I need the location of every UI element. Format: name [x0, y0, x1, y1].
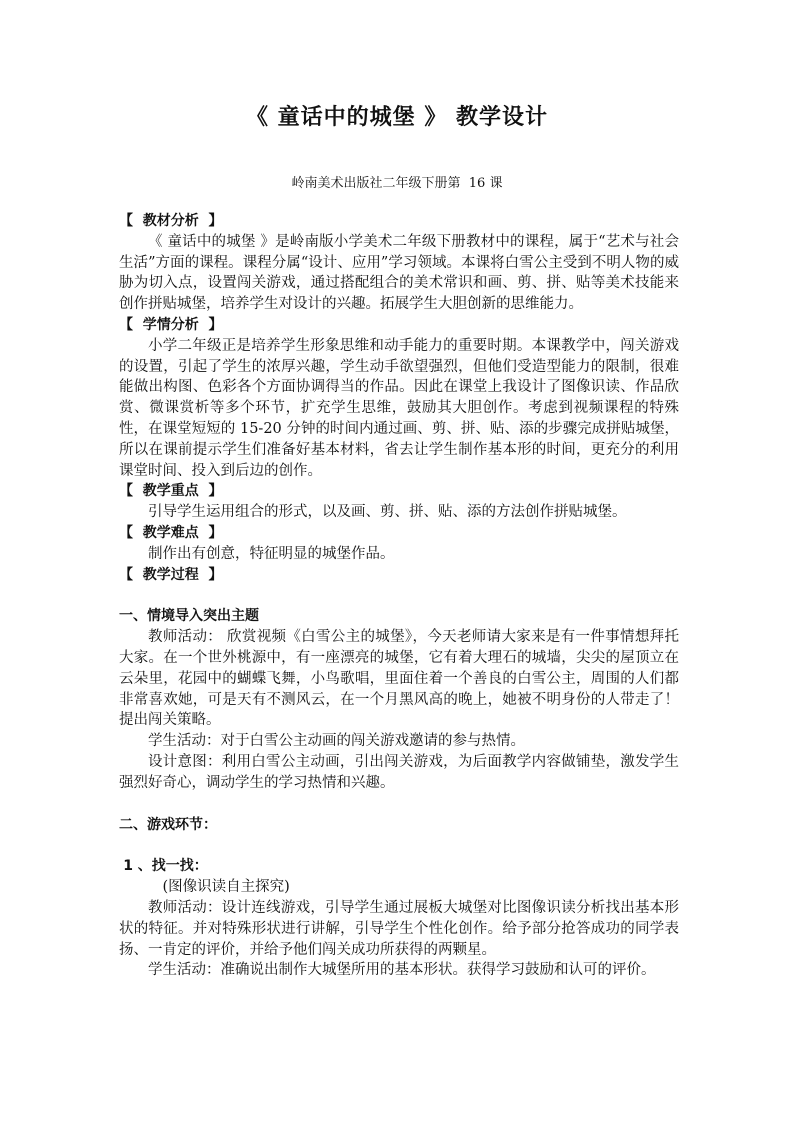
section-text-textbook: 《 童话中的城堡 》是岭南版小学美术二年级下册教材中的课程，属于“艺术与社会生活”方面的课程。课程分属“设计、应用”学习领域。本课将白雪公主受到不明人物的威胁为切入点，设置闯关游戏，通过搭配组合的美术常识和画、剪、拼、贴等美术技能来创作拼贴城堡，培养学生对设计的兴趣。拓展学生大胆创新的思维能力。	[119, 233, 679, 313]
part1-design-intent: 设计意图：利用白雪公主动画，引出闯关游戏，为后面教学内容做铺垫，激发学生强烈好奇心，调动学生的学习热情和兴趣。	[119, 753, 679, 791]
section-heading-difficulties: 【 教学难点 】	[119, 524, 223, 541]
section-heading-key-points: 【 教学重点 】	[119, 483, 223, 500]
part2-heading: 二、游戏环节：	[119, 816, 217, 833]
part1-heading: 一、情境导入突出主题	[119, 608, 259, 625]
section-heading-students: 【 学情分析 】	[119, 316, 223, 333]
part1-teacher-activity: 教师活动： 欣赏视频《白雪公主的城堡》，今天老师请大家来是有一件事情想拜托大家。在一个世外桃源中，有一座漂亮的城堡，它有着大理石的城墙，尖尖的屋顶立在云朵里，花园中的蝴蝶飞舞，小鸟歌唱，里面住着一个善良的白雪公主，周围的人们都非常喜欢她，可是天有不测风云，在一个月黑风高的晚上，她被不明身份的人带走了！ 提出闯关策略。	[119, 629, 679, 729]
spacer	[119, 835, 679, 856]
section-heading-process: 【 教学过程 】	[119, 566, 223, 583]
spacer	[119, 794, 679, 815]
part2-teacher-activity: 教师活动：设计连线游戏，引导学生通过展板大城堡对比图像识读分析找出基本形状的特征。并对特殊形状进行讲解，引导学生个性化创作。给予部分抢答成功的同学表扬、一肯定的评价，并给予他们闯关成功所获得的两颗星。	[119, 899, 679, 958]
section-text-key-points: 引导学生运用组合的形式，以及画、剪、拼、贴、添的方法创作拼贴城堡。	[148, 504, 627, 521]
part1-student-activity: 学生活动：对于白雪公主动画的闯关游戏邀请的参与热情。	[148, 733, 525, 750]
section-text-students: 小学二年级正是培养学生形象思维和动手能力的重要时期。本课教学中，闯关游戏的设置，引起了学生的浓厚兴趣，学生动手欲望强烈，但他们受造型能力的限制，很难能做出构图、色彩各个方面协调得当的作品。因此在课堂上我设计了图像识读、作品欣赏、微课赏析等多个环节，扩充学生思维，鼓励其大胆创作。考虑到视频课程的特殊性，在课堂短短的 15-20 分钟的时间内通过画、剪、拼、贴、添的步骤完成拼贴城堡，所以在课前提示学生们准备好基本材料，省去让学生制作基本形的时间，更充分的利用课堂时间、投入到后边的创作。	[119, 337, 679, 479]
part2-step1-subtitle: (图像识读自主探究)	[162, 879, 290, 896]
part2-step1-heading: 1 、找一找：	[123, 858, 208, 875]
document-body	[119, 211, 679, 981]
spacer	[119, 585, 679, 606]
page-title: 《 童话中的城堡 》 教学设计	[246, 105, 548, 130]
page-subtitle: 岭南美术出版社二年级下册第 16 课	[291, 176, 503, 191]
section-text-difficulties: 制作出有创意，特征明显的城堡作品。	[148, 545, 395, 562]
part2-student-activity: 学生活动：准确说出制作大城堡所用的基本形状。获得学习鼓励和认可的评价。	[148, 962, 656, 979]
section-heading-textbook: 【 教材分析 】	[119, 213, 223, 229]
